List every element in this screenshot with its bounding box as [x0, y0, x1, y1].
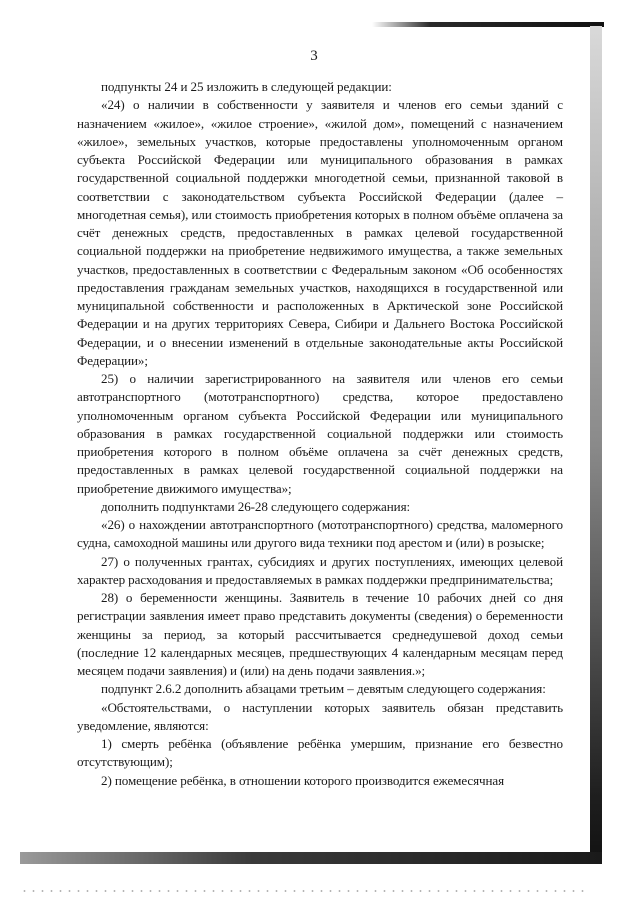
scan-shadow-top — [372, 22, 604, 27]
paragraph-intro-2-6-2: подпункт 2.6.2 дополнить абзацами третьим – девятым следующего содержания: — [101, 681, 546, 697]
paragraph-circumstance-2: 2) помещение ребёнка, в отношении которого производится ежемесячная — [101, 772, 505, 788]
scan-noise-dots — [20, 890, 590, 892]
paragraph-intro-26-28: дополнить подпунктами 26-28 следующего содержания: — [101, 498, 411, 514]
paragraph-item-27: 27) о полученных грантах, субсидиях и других поступлениях, имеющих целевой характер расходования и предоставляемых в рамках поддержки предпринимательства; — [77, 553, 563, 587]
paragraph-item-24: «24) о наличии в собственности у заявителя и членов его семьи зданий с назначением «жилое», «жилое строение», «жилой дом», помещений с назначением «жилое», земельных участков, которые предоставлены уполномоченным органом субъекта Российской Федерации или муниципального образования в рамках государственной социальной поддержки многодетной семьи, признанной таковой в соответствии с законодательством субъекта Российской Федерации (далее – многодетная семья), или стоимость приобретения которых в полном объёме оплачена за счёт денежных средств, предоставленных в рамках целевой государственной социальной поддержки на приобретение недвижимого имущества, а также земельных участков, предоставленных в соответствии с Федеральным законом «Об особенностях предоставления гражданам земельных участков, находящихся в государственной или муниципальной собственности и расположенных в Арктической зоне Российской Федерации и на других территориях Севера, Сибири и Дальнего Востока Российской Федерации, и о внесении изменений в отдельные законодательные акты Российской Федерации»; — [77, 97, 563, 368]
paragraph-circumstances: «Обстоятельствами, о наступлении которых заявитель обязан представить уведомление, являются: — [77, 699, 563, 733]
paragraph-circumstance-1: 1) смерть ребёнка (объявление ребёнка умершим, признание его безвестно отсутствующим); — [77, 736, 563, 770]
scan-shadow-right — [590, 26, 602, 864]
document-body — [77, 78, 563, 790]
scan-shadow-bottom — [20, 852, 602, 864]
paragraph-item-25: 25) о наличии зарегистрированного на заявителя или членов его семьи автотранспортного (мототранспортного) средства, которое предоставлено уполномоченным органом субъекта Российской Федерации или муниципального образования в рамках государственной социальной поддержки или стоимость приобретения которого в полном объёме оплачена за счёт денежных средств, предоставленных в рамках целевой государственной социальной поддержки на приобретение движимого имущества»; — [77, 371, 563, 496]
paragraph-item-26: «26) о нахождении автотранспортного (мототранспортного) средства, маломерного судна, самоходной машины или другого вида техники под арестом и (или) в розыске; — [77, 517, 563, 551]
paragraph-intro-24-25: подпункты 24 и 25 изложить в следующей редакции: — [101, 79, 392, 94]
page-number: 3 — [310, 48, 318, 64]
paragraph-item-28: 28) о беременности женщины. Заявитель в течение 10 рабочих дней со дня регистрации заявления имеет право представить документы (сведения) о беременности женщины за период, за который рассчитывается среднедушевой доход семьи (последние 12 календарных месяцев, предшествующих 4 календарным месяцам перед месяцем подачи заявления) и (или) на день подачи заявления.»; — [77, 590, 563, 678]
